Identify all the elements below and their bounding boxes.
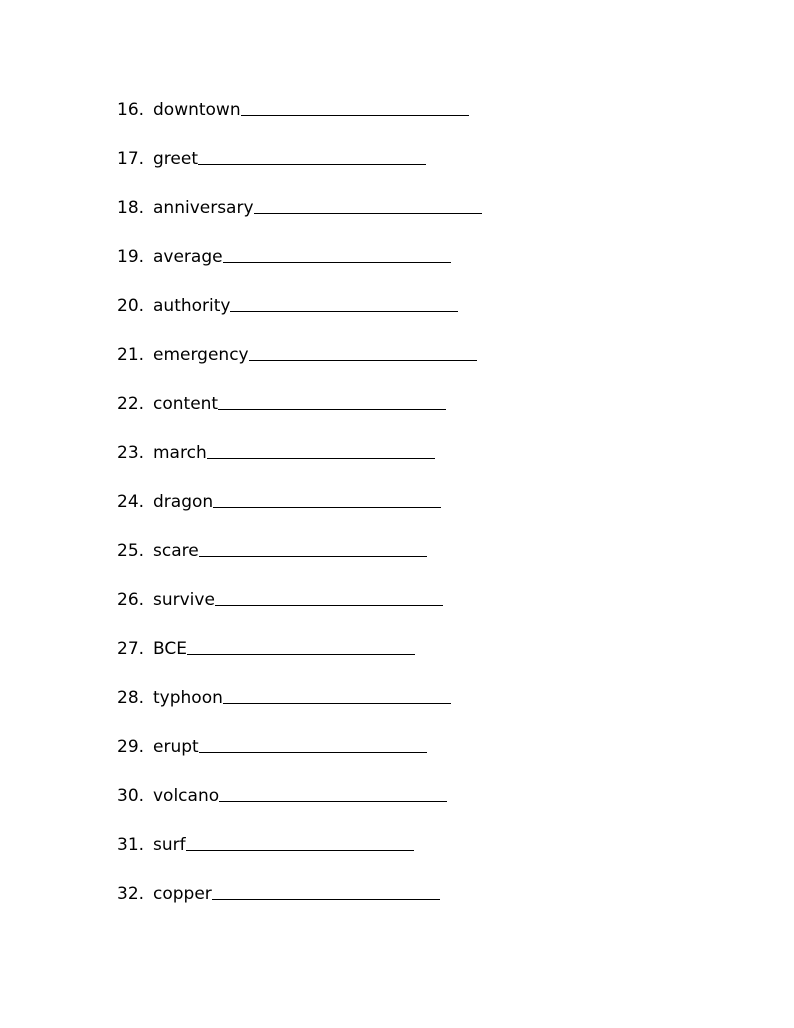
- item-word: copper: [153, 884, 212, 904]
- list-item: [117, 733, 717, 782]
- item-word: dragon: [153, 492, 214, 512]
- item-number: 28.: [117, 688, 145, 708]
- list-item: [117, 96, 717, 145]
- answer-blank-line: [186, 849, 414, 851]
- item-word: content: [153, 394, 219, 414]
- item-number: 29.: [117, 737, 145, 757]
- item-word: scare: [153, 541, 199, 561]
- vocabulary-list: [117, 96, 717, 929]
- list-item: [117, 145, 717, 194]
- answer-blank-line: [230, 310, 458, 312]
- item-word: anniversary: [153, 198, 254, 218]
- list-item: [117, 537, 717, 586]
- item-word: greet: [153, 149, 198, 169]
- item-word: typhoon: [153, 688, 223, 708]
- item-number: 20.: [117, 296, 145, 316]
- answer-blank-line: [223, 261, 451, 263]
- list-item: [117, 341, 717, 390]
- item-word: surf: [153, 835, 186, 855]
- list-item: [117, 782, 717, 831]
- item-number: 21.: [117, 345, 145, 365]
- list-item: [117, 292, 717, 341]
- list-item: [117, 831, 717, 880]
- item-word: authority: [153, 296, 231, 316]
- list-item: [117, 390, 717, 439]
- answer-blank-line: [198, 163, 426, 165]
- item-word: downtown: [153, 100, 241, 120]
- list-item: [117, 439, 717, 488]
- item-word: survive: [153, 590, 215, 610]
- answer-blank-line: [213, 506, 441, 508]
- list-item: [117, 880, 717, 929]
- answer-blank-line: [218, 408, 446, 410]
- item-word: march: [153, 443, 207, 463]
- item-number: 16.: [117, 100, 145, 120]
- list-item: [117, 586, 717, 635]
- item-number: 32.: [117, 884, 145, 904]
- item-word: BCE: [153, 639, 187, 659]
- item-number: 31.: [117, 835, 145, 855]
- item-number: 25.: [117, 541, 145, 561]
- answer-blank-line: [199, 555, 427, 557]
- list-item: [117, 635, 717, 684]
- item-word: volcano: [153, 786, 220, 806]
- item-number: 17.: [117, 149, 145, 169]
- item-number: 19.: [117, 247, 145, 267]
- item-number: 30.: [117, 786, 145, 806]
- item-word: average: [153, 247, 223, 267]
- list-item: [117, 194, 717, 243]
- answer-blank-line: [215, 604, 443, 606]
- answer-blank-line: [219, 800, 447, 802]
- answer-blank-line: [223, 702, 451, 704]
- item-number: 26.: [117, 590, 145, 610]
- answer-blank-line: [254, 212, 482, 214]
- item-number: 27.: [117, 639, 145, 659]
- answer-blank-line: [207, 457, 435, 459]
- item-word: erupt: [153, 737, 199, 757]
- answer-blank-line: [212, 898, 440, 900]
- item-number: 22.: [117, 394, 145, 414]
- list-item: [117, 684, 717, 733]
- list-item: [117, 488, 717, 537]
- item-number: 24.: [117, 492, 145, 512]
- answer-blank-line: [199, 751, 427, 753]
- answer-blank-line: [187, 653, 415, 655]
- item-number: 18.: [117, 198, 145, 218]
- item-word: emergency: [153, 345, 249, 365]
- answer-blank-line: [249, 359, 477, 361]
- item-number: 23.: [117, 443, 145, 463]
- list-item: [117, 243, 717, 292]
- answer-blank-line: [241, 114, 469, 116]
